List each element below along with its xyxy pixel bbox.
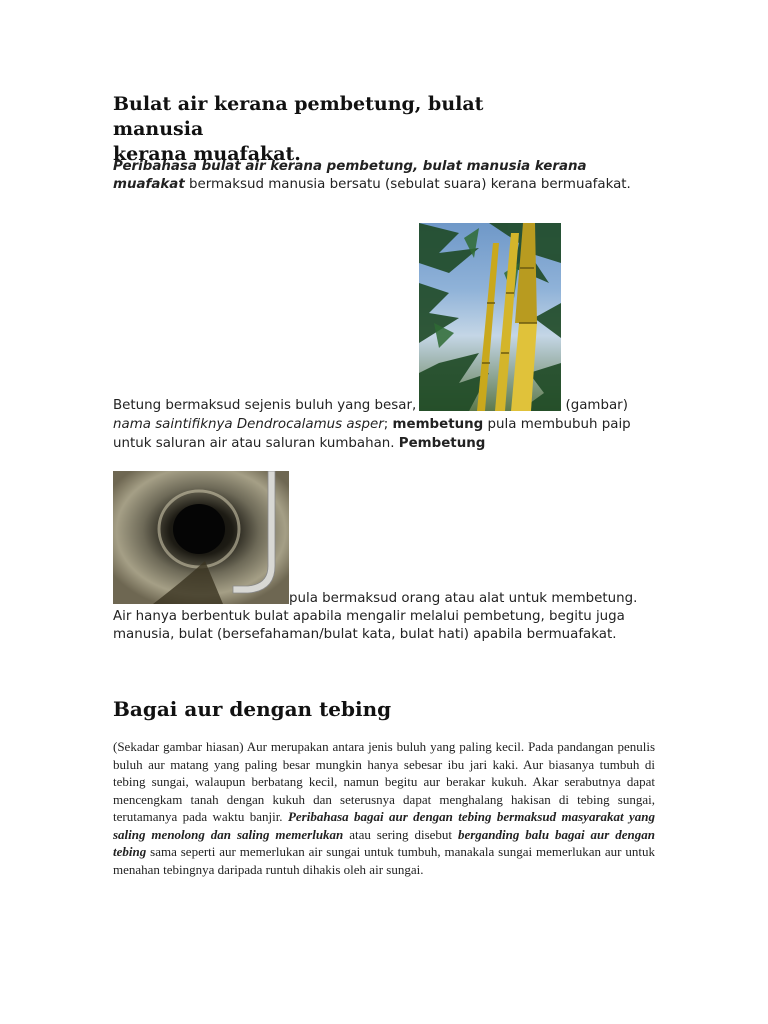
paragraph-betung: Betung bermaksud sejenis buluh yang besar, (gambar) nama saintifiknya Dendrocalamus asper; membetung pula membubuh paip untuk saluran air atau saluran kumbahan. Pembetung [113, 398, 631, 451]
heading-bagai-aur: Bagai aur dengan tebing [113, 697, 392, 721]
term-pembetung: Pembetung [398, 436, 486, 451]
proverb-emphasis: Peribahasa bulat air kerana pembetung, bulat manusia kerana muafakat [113, 159, 587, 192]
paragraph-pembetung: pula bermaksud orang atau alat untuk membetung. Air hanya berbentuk bulat apabila mengalir melalui pembetung, begitu juga manusia, bulat (bersefahaman/bulat kata, bulat hati) apabila bermuafakat. [113, 591, 638, 642]
term-membetung: membetung [392, 417, 484, 432]
definition-text: bermaksud manusia bersatu (sebulat suara) kerana bermuafakat. [184, 177, 631, 192]
proverb-emphasis: berganding balu bagai aur dengan tebing [113, 826, 655, 859]
heading-bulat-air: Bulat air kerana pembetung, bulat manusia kerana muafakat. [113, 93, 484, 165]
paragraph-aur: (Sekadar gambar hiasan) Aur merupakan antara jenis buluh yang paling kecil. Pada pandangan penulis buluh aur matang yang paling besar mungkin hanya sebesar ibu jari kaki. Aur biasanya tumbuh di tebing sungai, walaupun berbatang kecil, namun begitu aur berakar kukuh. Akar serabutnya dapat mencengkam tanah dengan kukuh dan seterusnya dapat menghalang hakisan di tebing sungai, terutamanya pada waktu banjir. Peribahasa bagai aur dengan tebing bermaksud masyarakat yang saling menolong dan saling memerlukan atau sering disebut berganding balu bagai aur dengan tebing sama seperti aur memerlukan air sungai untuk tumbuh, manakala sungai memerlukan aur untuk menahan tebingnya daripada runtuh dihakis oleh air sungai. [113, 739, 655, 877]
scientific-name: nama saintifiknya Dendrocalamus asper [113, 417, 384, 432]
paragraph-definition [113, 158, 658, 194]
proverb-emphasis: Peribahasa bagai aur dengan tebing bermaksud masyarakat yang saling menolong dan saling memerlukan [113, 809, 655, 842]
pipe-photo [113, 471, 289, 604]
bamboo-photo [419, 223, 561, 411]
